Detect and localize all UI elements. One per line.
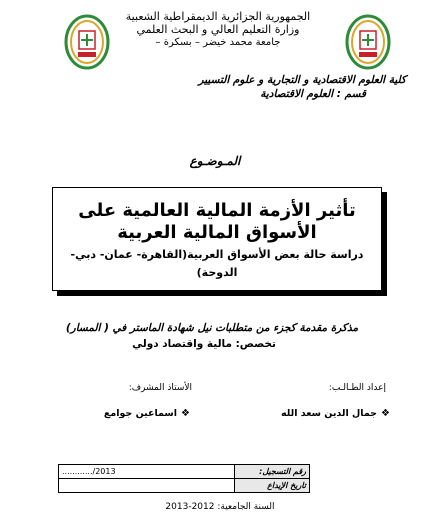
supervisor-name: اسماعين جوامع	[103, 408, 178, 419]
title-line-1: تأثير الأزمة المالية العالمية على	[78, 200, 356, 221]
deposit-date-label: تاريخ الإيداع	[235, 479, 310, 493]
university-logo-right	[345, 14, 391, 70]
student-name: جمال الدين سعد الله	[281, 408, 378, 419]
student-label: إعداد الطـالـب:	[328, 383, 386, 393]
topic-label: المـوضـوع	[189, 154, 241, 168]
faculty-name: كلية العلوم الاقتصادية و التجارية و علوم التسيير	[198, 74, 406, 86]
ministry-name: وزارة التعليم العالي و البحث العلمي	[136, 23, 300, 36]
diamond-bullet-icon: ❖	[381, 408, 390, 419]
table-row	[59, 465, 310, 479]
faculty-block	[24, 73, 406, 101]
university-name: جامعة محمد خيضر – بسكرة –	[155, 37, 281, 48]
registration-table	[58, 464, 310, 493]
diamond-bullet-icon: ❖	[181, 408, 190, 419]
memo-statement: مذكرة مقدمة كجزء من متطلبات نيل شهادة الماستر في ( المسار)	[65, 322, 359, 334]
supervisor-name-row	[104, 408, 190, 419]
registration-number-label: رقم التسجيل:	[235, 465, 310, 479]
department-name: قسم : العلوم الاقتصادية	[260, 88, 366, 100]
case-study-subtitle: دراسة حالة بعض الأسواق العربية(القاهرة- عمان- دبي- الدوحة)	[70, 248, 364, 279]
academic-year: السنة الجامعية: 2012-2013	[165, 502, 275, 512]
table-row	[59, 479, 310, 493]
registration-number-value: ............/2013	[59, 465, 235, 479]
student-name-row	[281, 408, 390, 419]
institution-header	[88, 10, 348, 49]
republic-name: الجمهورية الجزائرية الديمقراطية الشعبية	[125, 10, 311, 23]
specialization: تخصص: مالية واقتصاد دولي	[132, 338, 276, 350]
deposit-date-value	[59, 479, 235, 493]
title-box	[52, 187, 382, 291]
supervisor-label: الأستاذ المشرف:	[128, 383, 192, 393]
title-line-2: الأسواق المالية العربية	[117, 222, 317, 243]
